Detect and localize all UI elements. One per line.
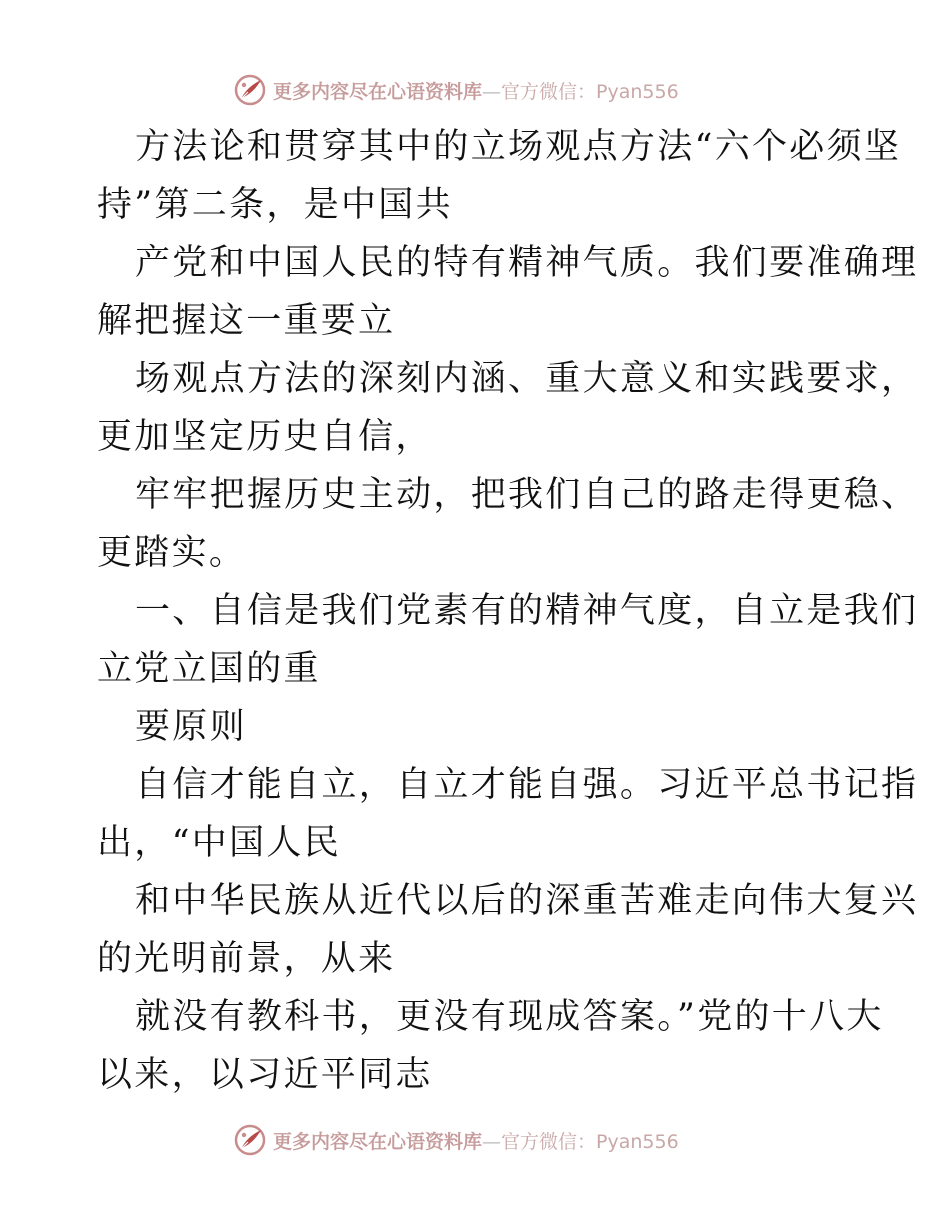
header-brand: 更多内容尽在心语资料库	[273, 80, 483, 103]
body-line: 方法论和贯穿其中的立场观点方法“六个必须坚	[135, 127, 902, 167]
body-line: 产党和中国人民的特有精神气质。我们要准确理	[135, 243, 919, 283]
body-line: 出，“中国人民	[97, 823, 341, 863]
footer-separator: —	[482, 1130, 502, 1153]
footer-wechat-label: 官方微信：	[501, 1130, 597, 1153]
body-text	[97, 118, 919, 1104]
body-line: 就没有教科书，更没有现成答案。”党的十八大	[135, 997, 884, 1037]
section-heading-line: 要原则	[135, 707, 247, 747]
body-line: 牢牢把握历史主动，把我们自己的路走得更稳、	[135, 475, 919, 515]
header-banner-text	[273, 77, 679, 104]
header-wechat-id: Pyan556	[596, 80, 679, 103]
body-line: 的光明前景，从来	[97, 939, 396, 979]
footer-banner-text	[273, 1127, 679, 1154]
body-line: 更踏实。	[97, 533, 247, 573]
header-wechat-label: 官方微信：	[501, 80, 597, 103]
body-line: 和中华民族从近代以后的深重苦难走向伟大复兴	[135, 881, 919, 921]
header-banner	[233, 73, 713, 107]
quill-pen-logo-icon	[233, 73, 267, 107]
section-heading-line: 一、自信是我们党素有的精神气度，自立是我们	[135, 591, 919, 631]
footer-brand: 更多内容尽在心语资料库	[273, 1130, 483, 1153]
body-line: 持”第二条，是中国共	[97, 185, 453, 225]
footer-wechat-id: Pyan556	[596, 1130, 679, 1153]
body-line: 场观点方法的深刻内涵、重大意义和实践要求，	[135, 359, 919, 399]
body-line: 解把握这一重要立	[97, 301, 396, 341]
section-heading-line: 立党立国的重	[97, 649, 321, 689]
body-line: 自信才能自立，自立才能自强。习近平总书记指	[135, 765, 919, 805]
footer-banner	[233, 1123, 713, 1157]
header-separator: —	[482, 80, 502, 103]
quill-pen-logo-icon	[233, 1123, 267, 1157]
body-line: 更加坚定历史自信，	[97, 417, 433, 457]
body-line: 以来，以习近平同志	[97, 1055, 433, 1095]
